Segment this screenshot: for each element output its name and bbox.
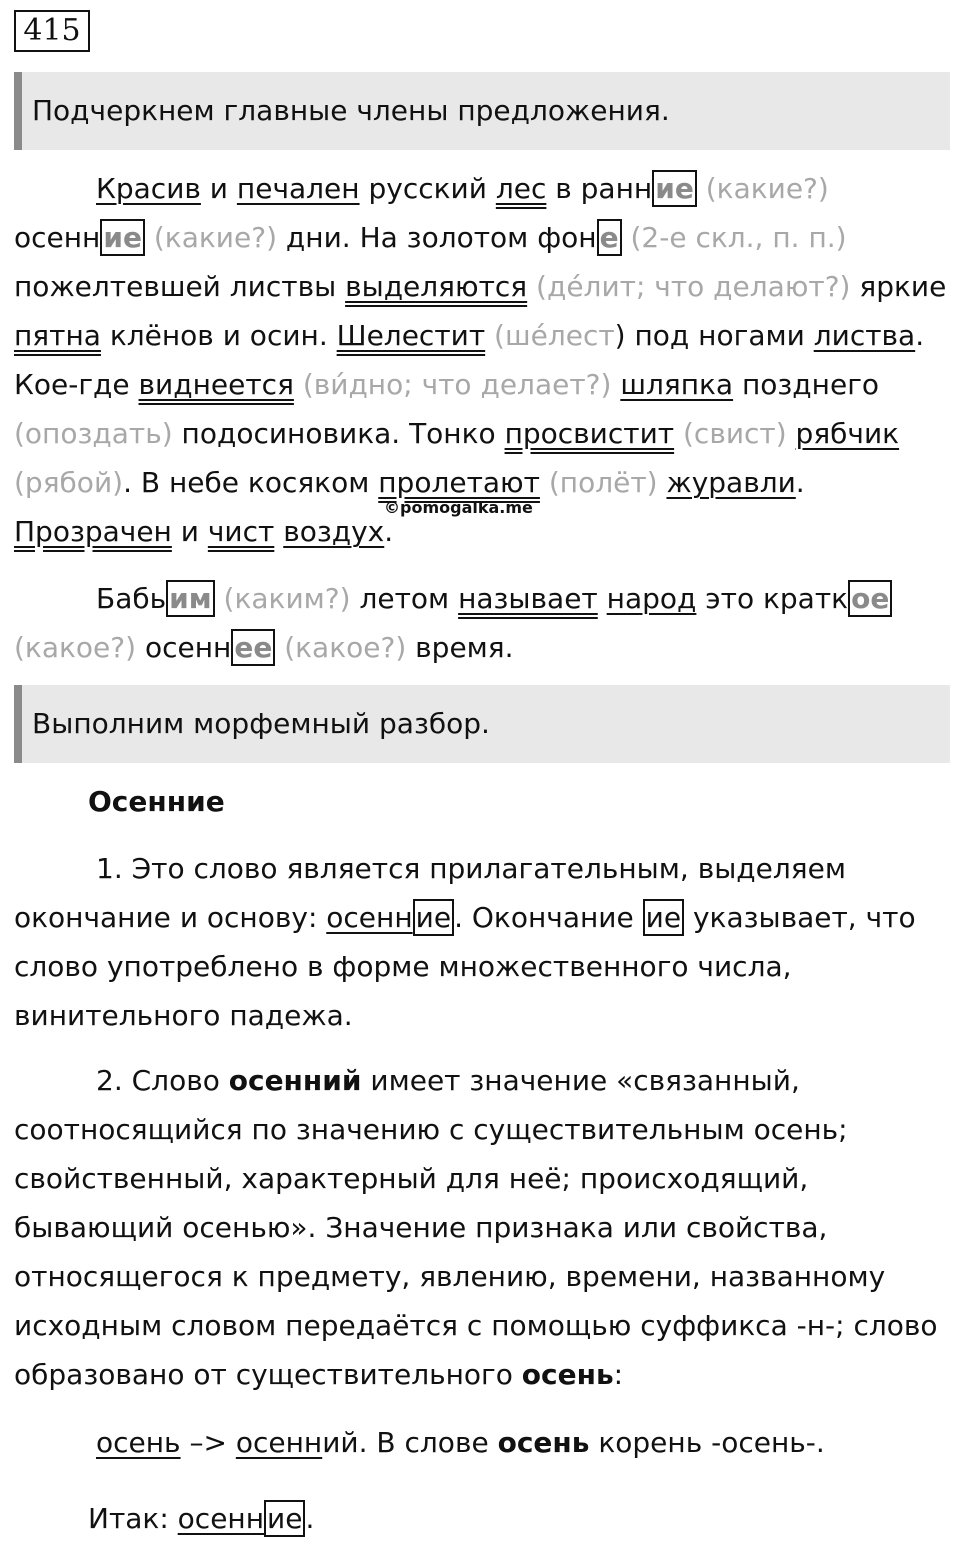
ending-box: ое: [848, 580, 892, 617]
word-stem: осенн: [326, 901, 413, 934]
text: 1. Это слово является прилагательным, выделяем окончание и основу:: [14, 852, 846, 934]
text: . В слове: [358, 1426, 498, 1459]
word: виднеется: [138, 368, 294, 401]
text: это кратк: [696, 582, 849, 615]
hint: (каким?): [214, 582, 351, 615]
text: и: [171, 515, 208, 548]
hint: (свист): [683, 417, 796, 450]
watermark: ©pomogalka.me: [384, 498, 533, 517]
hint: (опоздать): [14, 417, 173, 450]
ending-box: ее: [231, 629, 275, 666]
word: Шелестит: [336, 319, 486, 352]
text: пожелтевшей листвы: [14, 270, 346, 303]
text: корень: [589, 1426, 712, 1459]
text: ) под ногами: [614, 319, 805, 352]
text: . Окончание: [454, 901, 643, 934]
task-number: 415: [14, 10, 90, 52]
analysis-paragraph-2: [14, 1056, 954, 1399]
ending-box: им: [166, 580, 215, 617]
bold-word: осень: [497, 1426, 590, 1459]
word: Прозрачен: [14, 515, 172, 548]
text: позднего: [741, 368, 880, 401]
text: .: [815, 1426, 825, 1459]
text: [274, 515, 283, 548]
ending-box: ие: [100, 219, 145, 256]
suffix: -н-: [796, 1309, 836, 1342]
text: ; слово образовано от существительного: [14, 1309, 938, 1391]
arrow: –>: [180, 1426, 236, 1459]
word: выделяются: [345, 270, 528, 303]
text: в ранн: [546, 172, 653, 205]
hint: (рябой): [14, 466, 124, 499]
word: пятна: [14, 319, 101, 352]
word: печален: [236, 172, 360, 205]
word: воздух: [283, 515, 385, 548]
hint: (какое?): [275, 631, 407, 664]
ending-box: ие: [652, 170, 697, 207]
text: Итак:: [88, 1502, 178, 1535]
word: пролетают: [378, 466, 540, 499]
text: :: [613, 1358, 624, 1391]
ending-box: ие: [264, 1500, 305, 1537]
text: указывает, что слово употреблено в форме множественного числа, винительного падежа.: [14, 901, 916, 1032]
text: дни. На золотом фон: [277, 221, 597, 254]
hint: (какие?): [696, 172, 829, 205]
hint: (2-е скл., п. п.): [621, 221, 847, 254]
word-stem: осень: [96, 1426, 181, 1459]
text: имеет значение «связанный, соотносящийся по значению с существительным осень; свойственный, характерный для неё; происходящий, бывающий осенью». Значение признака или свойства, относящегося к предмету, явлению, времени, названному исходным словом передаётся с помощью суффикса: [14, 1064, 886, 1342]
word-stem: осенн: [177, 1502, 265, 1535]
text: Бабь: [96, 582, 167, 615]
text: [598, 582, 607, 615]
text: яркие: [859, 270, 947, 303]
word: рябчик: [795, 417, 900, 450]
hint: (какое?): [14, 631, 137, 664]
instruction-banner-1: Подчеркнем главные члены предложения.: [14, 72, 950, 150]
text: осенн: [14, 221, 101, 254]
text: .: [384, 515, 394, 548]
text: летом: [350, 582, 459, 615]
text-paragraph-2: [14, 574, 954, 672]
hint: (полёт): [539, 466, 658, 499]
text: ий: [322, 1426, 359, 1459]
text: осенн: [136, 631, 232, 664]
text: . В небе косяком: [123, 466, 379, 499]
text: .: [795, 466, 805, 499]
root: -осень-: [711, 1426, 816, 1459]
analysis-paragraph-1: [14, 844, 954, 1040]
conclusion-line: [88, 1494, 314, 1543]
instruction-banner-2: Выполним морфемный разбор.: [14, 685, 950, 763]
hint: (де́лит; что делают?): [527, 270, 851, 303]
word: Красив: [96, 172, 201, 205]
word: шляпка: [620, 368, 734, 401]
ending-box: ие: [413, 899, 454, 936]
word: называет: [458, 582, 598, 615]
text: время.: [406, 631, 514, 664]
section-title: Осенние: [88, 785, 225, 818]
ending-box: е: [597, 219, 622, 256]
text: подосиновика. Тонко: [172, 417, 505, 450]
bold-word: осенний: [228, 1064, 362, 1097]
text: клёнов и осин.: [100, 319, 337, 352]
text: . Кое-где: [14, 319, 925, 401]
word: журавли: [666, 466, 796, 499]
text: и: [200, 172, 237, 205]
hint: (какие?): [144, 221, 277, 254]
derivation-line: [96, 1418, 825, 1467]
word: просвистит: [504, 417, 675, 450]
text: .: [305, 1502, 315, 1535]
hint: (ви́дно; что делает?): [293, 368, 621, 401]
ending-box: ие: [643, 899, 684, 936]
bold-word: осень: [521, 1358, 614, 1391]
word: народ: [606, 582, 697, 615]
word: чист: [207, 515, 275, 548]
word: лес: [495, 172, 547, 205]
hint: (ше́лест: [485, 319, 615, 352]
text: 2. Слово: [96, 1064, 229, 1097]
text: русский: [359, 172, 496, 205]
word-stem: осенн: [235, 1426, 323, 1459]
word: листва: [813, 319, 916, 352]
